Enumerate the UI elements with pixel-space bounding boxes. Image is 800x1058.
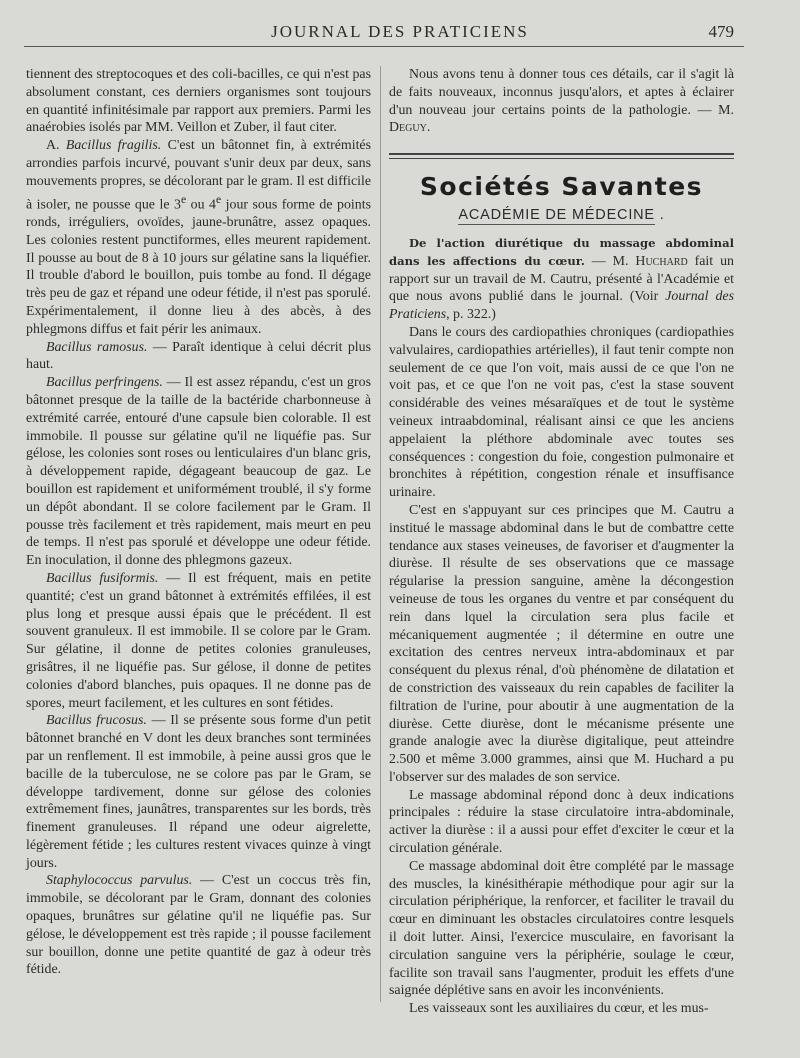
- academy-report: [389, 235, 734, 1018]
- right-column: [389, 66, 734, 1018]
- left-column-paragraph: A. Bacillus fragilis. C'est un bâtonnet fin, à extrémités arrondies parfois incurvé, pouvant s'unir deux par deux, sans mouvements propres, se décolorant par le gram. Il est difficile à isoler, ne pousse que le 3e ou 4e jour sous forme de points ronds, irréguliers, ovoïdes, jaune-brunâtre, assez opaques. Les colonies restent punctiformes, elles meurent rapidement. Il pousse au bout de 8 à 10 jours sur gélatine sans la liquéfier. Il trouble d'abord le bouillon, puis tombe au fond. Il dégage très peu de gaz et répand une odeur fétide, il n'est pas sporulé. Expérimentalement, il donne lieu à des abcès, à des phlegmons diffus et fait périr les animaux.: [26, 138, 372, 337]
- academy-heading: ACADÉMIE DE MÉDECINE .: [458, 207, 665, 224]
- section-double-rule: [389, 153, 734, 159]
- left-column-paragraph: Bacillus frucosus. — Il se présente sous forme d'un petit bâtonnet branché en V dont les deux branches sont terminées par un renflement. Il est immobile, à peine aussi gros que le bacille de la tuberculose, ne se colore pas par le Gram, se développe tardivement, donne sur gélose des colonies extrêmement fines, jaunâtres, transparentes sur les bords, très finement granuleuses. Il répand une odeur aigrelette, légèrement fétide ; les cultures restent vivaces quinze à vingt jours.: [26, 713, 371, 871]
- section-title: Sociétés Savantes: [419, 172, 704, 202]
- right-column-paragraph: Dans le cours des cardiopathies chroniques (cardiopathies valvulaires, cardiopathies artérielles), il faut tenir compte non seulement de ce que l'on voit, mais aussi de ce que l'on ne voit pas, et ce que l'on ne voit pas, c'est la stase souvent considérable des veines mésaraïques et de tout le système veineux intraabdominal, réalisant ainsi ce que les anciens appelaient la pléthore abdominale avec toutes ses conséquences : congestion du foie, congestion pulmonaire et bronchites à répétition, congestion rénale et insuffisance urinaire.: [389, 324, 734, 501]
- running-header: [0, 14, 800, 44]
- page-number: 479: [708, 22, 734, 41]
- right-column-paragraph: Ce massage abdominal doit être complété par le massage des muscles, la kinésithérapie méthodique pour agir sur la circulation périphérique, la renforcer, et faciliter le travail du cœur en diminuant les obstacles circulatoires contre lesquels il doit lutter. Ainsi, l'exercice musculaire, en favorisant la circulation sanguine vers la périphérie, soulage le cœur, facilite son travail sans l'augmenter, produit les effets d'une saignée déplétive sans en avoir les inconvénients.: [389, 858, 734, 999]
- header-rule: [24, 46, 744, 47]
- left-column-paragraph: Bacillus perfringens. — Il est assez répandu, c'est un gros bâtonnet presque de la taille de la bactéride charbonneuse à extrémité carrée, entouré d'une capsule bien colorable. Il est immobile. Il pousse sur gélatine qu'il ne liquéfie pas. Sur gélose, les colonies sont roses ou lenticulaires d'un blanc gris, à développement rapide, dégageant beaucoup de gaz. Le bouillon est rapidement et uniformément troublé, il s'y forme un dépôt abondant. Il se colore facilement par le Gram. Il pousse très facilement et très rapidement, mais meurt en peu de temps. Il n'est pas sporulé et développe une odeur fétide. En inoculation, il donne des phlegmons gazeux.: [26, 375, 371, 569]
- left-column-paragraph: Staphylococcus parvulus. — C'est un coccus très fin, immobile, se décolorant par le Gram, donnant des colonies opaques, brunâtres sur gélatine qu'il ne liquéfie pas. Sur gélose, le développement est très rapide ; il pousse facilement sur bouillon, donne une petite quantité de gaz à odeur très fétide.: [26, 873, 371, 978]
- column-divider: [380, 66, 381, 1002]
- right-column-paragraph: C'est en s'appuyant sur ces principes que M. Cautru a institué le massage abdominal dans le but de combattre cette tendance aux stases veineuses, de favoriser et d'augmenter la diurèse. Il résulte de ses observations que ce massage régularise la pression sanguine, amène la décongestion veineuse de tous les organes du ventre et par conséquent du rein dans lquel la circulation sera plus facile et mécaniquement augmentée ; il détermine en outre une excitation des centres nerveux intra-abdominaux et par conséquent du plexus rénal, d'où phénomène de dilatation et de constriction des vaisseaux du rein capables de faciliter la filtration de l'urine, pour aboutir à une augmentation de la diurèse. Cette diurèse, dont le mécanisme présente une grande analogie avec la diurèse digitalique, peut atteindre 2.500 et même 3.000 grammes, ainsi que M. Huchard a pu l'observer sur des malades de son service.: [389, 502, 734, 785]
- left-column-paragraph: Bacillus ramosus. — Paraît identique à celui décrit plus haut.: [26, 339, 371, 373]
- right-column-paragraph: Le massage abdominal répond donc à deux indications principales : réduire la stase circulatoire intra-abdominale, activer la diurèse : il a aussi pour effet d'exciter le cœur et la circulation générale.: [389, 787, 734, 857]
- right-column-paragraph: Les vaisseaux sont les auxiliaires du cœur, et les mus-: [409, 1001, 709, 1017]
- article-conclusion: Nous avons tenu à donner tous ces détails, car il s'agit là de faits nouveaux, inconnus jusqu'alors, et aptes à éclairer d'un nouveau jour certains points de la pathologie. — M. Deguy.: [389, 67, 734, 136]
- right-column-paragraph: De l'action diurétique du massage abdominal dans les affections du cœur. — M. Huchard fait un rapport sur un travail de M. Cautru, présenté à l'Académie et que nous avons publié dans le journal. (Voir Journal des Praticiens, p. 322.): [389, 235, 735, 323]
- journal-title: JOURNAL DES PRATICIENS: [271, 22, 529, 41]
- left-column-paragraph: Bacillus fusiformis. — Il est fréquent, mais en petite quantité; c'est un grand bâtonnet à extrémités effilées, il est plus long et presque aussi épais que le précédent. Il est souvent granuleux. Il est immobile. Il se colore par le Gram. Sur gélatine, il donne de petites colonies granuleuses, grisâtres, il ne liquéfie pas. Sur gélose, il donne de petites colonies d'abord blanches, puis opaques. Il ne donne pas de spores, meurt facilement, et les cultures en sont fétides.: [26, 570, 371, 711]
- left-column: [26, 66, 371, 979]
- left-column-paragraph: tiennent des streptocoques et des coli-bacilles, ce qui n'est pas absolument constant, ces derniers organismes sont toujours en quantité infinitésimale par rapport aux premiers. Parmi les anaérobies isolés par MM. Veillon et Zuber, il faut citer.: [26, 67, 371, 136]
- academy-title: ACADÉMIE DE MÉDECINE: [458, 207, 655, 224]
